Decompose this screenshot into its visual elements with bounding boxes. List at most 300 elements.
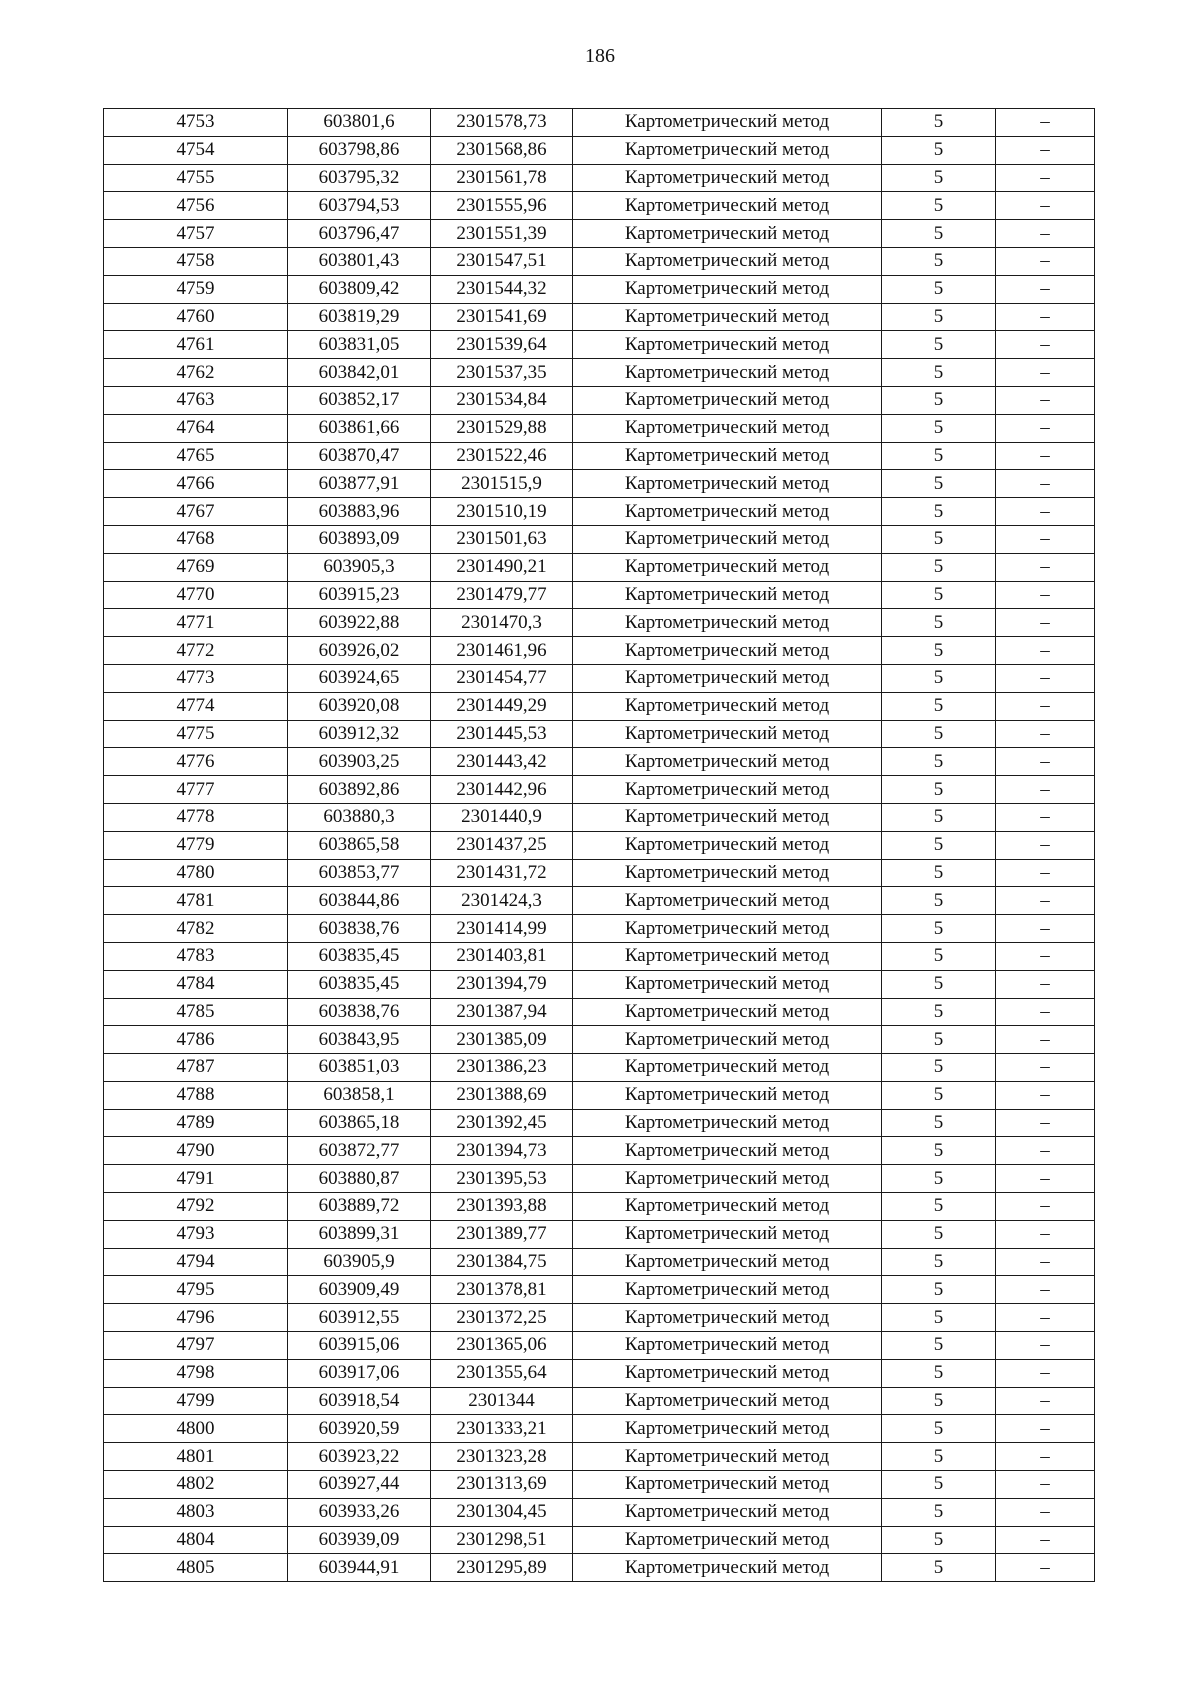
point-number-cell: 4798 [104, 1359, 288, 1387]
description-cell: – [996, 414, 1095, 442]
description-cell: – [996, 1526, 1095, 1554]
y-coordinate-cell: 2301424,3 [431, 887, 573, 915]
method-cell: Картометрический метод [573, 442, 882, 470]
accuracy-cell: 5 [882, 192, 996, 220]
y-coordinate-cell: 2301544,32 [431, 275, 573, 303]
point-number-cell: 4763 [104, 386, 288, 414]
point-number-cell: 4785 [104, 998, 288, 1026]
description-cell: – [996, 1304, 1095, 1332]
y-coordinate-cell: 2301323,28 [431, 1443, 573, 1471]
accuracy-cell: 5 [882, 720, 996, 748]
y-coordinate-cell: 2301470,3 [431, 609, 573, 637]
method-cell: Картометрический метод [573, 136, 882, 164]
x-coordinate-cell: 603794,53 [288, 192, 431, 220]
description-cell: – [996, 164, 1095, 192]
x-coordinate-cell: 603909,49 [288, 1276, 431, 1304]
description-cell: – [996, 525, 1095, 553]
method-cell: Картометрический метод [573, 887, 882, 915]
method-cell: Картометрический метод [573, 692, 882, 720]
method-cell: Картометрический метод [573, 915, 882, 943]
y-coordinate-cell: 2301561,78 [431, 164, 573, 192]
x-coordinate-cell: 603831,05 [288, 331, 431, 359]
x-coordinate-cell: 603893,09 [288, 525, 431, 553]
x-coordinate-cell: 603880,87 [288, 1165, 431, 1193]
method-cell: Картометрический метод [573, 1443, 882, 1471]
accuracy-cell: 5 [882, 1193, 996, 1221]
y-coordinate-cell: 2301313,69 [431, 1471, 573, 1499]
description-cell: – [996, 1054, 1095, 1082]
method-cell: Картометрический метод [573, 275, 882, 303]
y-coordinate-cell: 2301384,75 [431, 1248, 573, 1276]
x-coordinate-cell: 603917,06 [288, 1359, 431, 1387]
method-cell: Картометрический метод [573, 414, 882, 442]
table-row [104, 1304, 1095, 1332]
x-coordinate-cell: 603892,86 [288, 776, 431, 804]
point-number-cell: 4778 [104, 803, 288, 831]
point-number-cell: 4780 [104, 859, 288, 887]
point-number-cell: 4804 [104, 1526, 288, 1554]
description-cell: – [996, 442, 1095, 470]
y-coordinate-cell: 2301551,39 [431, 220, 573, 248]
accuracy-cell: 5 [882, 1220, 996, 1248]
point-number-cell: 4769 [104, 553, 288, 581]
y-coordinate-cell: 2301304,45 [431, 1498, 573, 1526]
point-number-cell: 4777 [104, 776, 288, 804]
x-coordinate-cell: 603861,66 [288, 414, 431, 442]
method-cell: Картометрический метод [573, 1471, 882, 1499]
accuracy-cell: 5 [882, 915, 996, 943]
description-cell: – [996, 275, 1095, 303]
point-number-cell: 4757 [104, 220, 288, 248]
accuracy-cell: 5 [882, 553, 996, 581]
method-cell: Картометрический метод [573, 1137, 882, 1165]
x-coordinate-cell: 603920,08 [288, 692, 431, 720]
accuracy-cell: 5 [882, 664, 996, 692]
method-cell: Картометрический метод [573, 748, 882, 776]
accuracy-cell: 5 [882, 1332, 996, 1360]
method-cell: Картометрический метод [573, 386, 882, 414]
description-cell: – [996, 498, 1095, 526]
method-cell: Картометрический метод [573, 942, 882, 970]
description-cell: – [996, 692, 1095, 720]
table-row [104, 1526, 1095, 1554]
table-row [104, 1137, 1095, 1165]
table-row [104, 136, 1095, 164]
method-cell: Картометрический метод [573, 776, 882, 804]
description-cell: – [996, 970, 1095, 998]
page-number: 186 [585, 45, 615, 67]
y-coordinate-cell: 2301395,53 [431, 1165, 573, 1193]
description-cell: – [996, 1332, 1095, 1360]
x-coordinate-cell: 603795,32 [288, 164, 431, 192]
y-coordinate-cell: 2301333,21 [431, 1415, 573, 1443]
description-cell: – [996, 887, 1095, 915]
description-cell: – [996, 1498, 1095, 1526]
x-coordinate-cell: 603920,59 [288, 1415, 431, 1443]
point-number-cell: 4771 [104, 609, 288, 637]
y-coordinate-cell: 2301387,94 [431, 998, 573, 1026]
description-cell: – [996, 109, 1095, 137]
description-cell: – [996, 553, 1095, 581]
method-cell: Картометрический метод [573, 859, 882, 887]
method-cell: Картометрический метод [573, 1332, 882, 1360]
table-row [104, 247, 1095, 275]
accuracy-cell: 5 [882, 1415, 996, 1443]
x-coordinate-cell: 603905,3 [288, 553, 431, 581]
point-number-cell: 4755 [104, 164, 288, 192]
table-row [104, 386, 1095, 414]
accuracy-cell: 5 [882, 1498, 996, 1526]
x-coordinate-cell: 603819,29 [288, 303, 431, 331]
y-coordinate-cell: 2301537,35 [431, 359, 573, 387]
description-cell: – [996, 303, 1095, 331]
y-coordinate-cell: 2301344 [431, 1387, 573, 1415]
description-cell: – [996, 136, 1095, 164]
point-number-cell: 4805 [104, 1554, 288, 1582]
table-row [104, 637, 1095, 665]
description-cell: – [996, 470, 1095, 498]
method-cell: Картометрический метод [573, 220, 882, 248]
method-cell: Картометрический метод [573, 525, 882, 553]
accuracy-cell: 5 [882, 1137, 996, 1165]
y-coordinate-cell: 2301437,25 [431, 831, 573, 859]
table-row [104, 887, 1095, 915]
accuracy-cell: 5 [882, 1359, 996, 1387]
accuracy-cell: 5 [882, 1054, 996, 1082]
y-coordinate-cell: 2301555,96 [431, 192, 573, 220]
method-cell: Картометрический метод [573, 664, 882, 692]
description-cell: – [996, 1471, 1095, 1499]
method-cell: Картометрический метод [573, 1304, 882, 1332]
accuracy-cell: 5 [882, 1165, 996, 1193]
table-row [104, 470, 1095, 498]
description-cell: – [996, 386, 1095, 414]
accuracy-cell: 5 [882, 1026, 996, 1054]
description-cell: – [996, 581, 1095, 609]
description-cell: – [996, 1415, 1095, 1443]
accuracy-cell: 5 [882, 109, 996, 137]
description-cell: – [996, 331, 1095, 359]
x-coordinate-cell: 603939,09 [288, 1526, 431, 1554]
description-cell: – [996, 1109, 1095, 1137]
table-row [104, 553, 1095, 581]
method-cell: Картометрический метод [573, 498, 882, 526]
accuracy-cell: 5 [882, 220, 996, 248]
y-coordinate-cell: 2301392,45 [431, 1109, 573, 1137]
table-row [104, 498, 1095, 526]
table-row [104, 192, 1095, 220]
point-number-cell: 4776 [104, 748, 288, 776]
point-number-cell: 4799 [104, 1387, 288, 1415]
method-cell: Картометрический метод [573, 1026, 882, 1054]
description-cell: – [996, 1220, 1095, 1248]
method-cell: Картометрический метод [573, 1109, 882, 1137]
point-number-cell: 4774 [104, 692, 288, 720]
y-coordinate-cell: 2301490,21 [431, 553, 573, 581]
description-cell: – [996, 609, 1095, 637]
point-number-cell: 4762 [104, 359, 288, 387]
method-cell: Картометрический метод [573, 470, 882, 498]
y-coordinate-cell: 2301394,79 [431, 970, 573, 998]
x-coordinate-cell: 603933,26 [288, 1498, 431, 1526]
point-number-cell: 4794 [104, 1248, 288, 1276]
method-cell: Картометрический метод [573, 803, 882, 831]
table-row [104, 1026, 1095, 1054]
accuracy-cell: 5 [882, 442, 996, 470]
accuracy-cell: 5 [882, 1387, 996, 1415]
x-coordinate-cell: 603922,88 [288, 609, 431, 637]
point-number-cell: 4772 [104, 637, 288, 665]
table-row [104, 275, 1095, 303]
y-coordinate-cell: 2301440,9 [431, 803, 573, 831]
table-row [104, 803, 1095, 831]
table-row [104, 915, 1095, 943]
x-coordinate-cell: 603883,96 [288, 498, 431, 526]
coordinates-table-body [104, 109, 1095, 1582]
x-coordinate-cell: 603843,95 [288, 1026, 431, 1054]
accuracy-cell: 5 [882, 247, 996, 275]
method-cell: Картометрический метод [573, 1054, 882, 1082]
accuracy-cell: 5 [882, 942, 996, 970]
method-cell: Картометрический метод [573, 1165, 882, 1193]
point-number-cell: 4753 [104, 109, 288, 137]
accuracy-cell: 5 [882, 525, 996, 553]
x-coordinate-cell: 603865,18 [288, 1109, 431, 1137]
point-number-cell: 4760 [104, 303, 288, 331]
description-cell: – [996, 664, 1095, 692]
accuracy-cell: 5 [882, 498, 996, 526]
point-number-cell: 4779 [104, 831, 288, 859]
description-cell: – [996, 942, 1095, 970]
table-row [104, 859, 1095, 887]
table-row [104, 748, 1095, 776]
x-coordinate-cell: 603852,17 [288, 386, 431, 414]
method-cell: Картометрический метод [573, 1554, 882, 1582]
description-cell: – [996, 220, 1095, 248]
y-coordinate-cell: 2301442,96 [431, 776, 573, 804]
table-row [104, 359, 1095, 387]
table-row [104, 109, 1095, 137]
table-row [104, 303, 1095, 331]
x-coordinate-cell: 603853,77 [288, 859, 431, 887]
point-number-cell: 4786 [104, 1026, 288, 1054]
accuracy-cell: 5 [882, 581, 996, 609]
table-row [104, 998, 1095, 1026]
point-number-cell: 4773 [104, 664, 288, 692]
point-number-cell: 4781 [104, 887, 288, 915]
point-number-cell: 4791 [104, 1165, 288, 1193]
description-cell: – [996, 1248, 1095, 1276]
point-number-cell: 4768 [104, 525, 288, 553]
y-coordinate-cell: 2301431,72 [431, 859, 573, 887]
description-cell: – [996, 1359, 1095, 1387]
point-number-cell: 4802 [104, 1471, 288, 1499]
accuracy-cell: 5 [882, 776, 996, 804]
y-coordinate-cell: 2301355,64 [431, 1359, 573, 1387]
point-number-cell: 4801 [104, 1443, 288, 1471]
table-row [104, 720, 1095, 748]
method-cell: Картометрический метод [573, 1498, 882, 1526]
y-coordinate-cell: 2301479,77 [431, 581, 573, 609]
table-row [104, 1443, 1095, 1471]
point-number-cell: 4788 [104, 1081, 288, 1109]
method-cell: Картометрический метод [573, 581, 882, 609]
x-coordinate-cell: 603835,45 [288, 942, 431, 970]
y-coordinate-cell: 2301403,81 [431, 942, 573, 970]
y-coordinate-cell: 2301443,42 [431, 748, 573, 776]
y-coordinate-cell: 2301449,29 [431, 692, 573, 720]
x-coordinate-cell: 603796,47 [288, 220, 431, 248]
description-cell: – [996, 1276, 1095, 1304]
point-number-cell: 4797 [104, 1332, 288, 1360]
x-coordinate-cell: 603844,86 [288, 887, 431, 915]
method-cell: Картометрический метод [573, 247, 882, 275]
accuracy-cell: 5 [882, 831, 996, 859]
y-coordinate-cell: 2301445,53 [431, 720, 573, 748]
x-coordinate-cell: 603801,43 [288, 247, 431, 275]
x-coordinate-cell: 603835,45 [288, 970, 431, 998]
table-row [104, 1054, 1095, 1082]
method-cell: Картометрический метод [573, 164, 882, 192]
description-cell: – [996, 859, 1095, 887]
y-coordinate-cell: 2301534,84 [431, 386, 573, 414]
method-cell: Картометрический метод [573, 998, 882, 1026]
description-cell: – [996, 359, 1095, 387]
accuracy-cell: 5 [882, 1276, 996, 1304]
accuracy-cell: 5 [882, 887, 996, 915]
point-number-cell: 4784 [104, 970, 288, 998]
method-cell: Картометрический метод [573, 720, 882, 748]
point-number-cell: 4787 [104, 1054, 288, 1082]
description-cell: – [996, 1554, 1095, 1582]
table-row [104, 1220, 1095, 1248]
y-coordinate-cell: 2301529,88 [431, 414, 573, 442]
method-cell: Картометрический метод [573, 359, 882, 387]
accuracy-cell: 5 [882, 275, 996, 303]
y-coordinate-cell: 2301378,81 [431, 1276, 573, 1304]
point-number-cell: 4782 [104, 915, 288, 943]
accuracy-cell: 5 [882, 1248, 996, 1276]
point-number-cell: 4783 [104, 942, 288, 970]
table-row [104, 331, 1095, 359]
table-row [104, 1081, 1095, 1109]
method-cell: Картометрический метод [573, 970, 882, 998]
accuracy-cell: 5 [882, 1081, 996, 1109]
method-cell: Картометрический метод [573, 1526, 882, 1554]
y-coordinate-cell: 2301515,9 [431, 470, 573, 498]
accuracy-cell: 5 [882, 803, 996, 831]
y-coordinate-cell: 2301394,73 [431, 1137, 573, 1165]
table-row [104, 1471, 1095, 1499]
method-cell: Картометрический метод [573, 1359, 882, 1387]
table-row [104, 525, 1095, 553]
method-cell: Картометрический метод [573, 553, 882, 581]
description-cell: – [996, 998, 1095, 1026]
y-coordinate-cell: 2301365,06 [431, 1332, 573, 1360]
table-row [104, 1498, 1095, 1526]
description-cell: – [996, 637, 1095, 665]
x-coordinate-cell: 603872,77 [288, 1137, 431, 1165]
x-coordinate-cell: 603838,76 [288, 915, 431, 943]
table-row [104, 1332, 1095, 1360]
point-number-cell: 4775 [104, 720, 288, 748]
x-coordinate-cell: 603927,44 [288, 1471, 431, 1499]
x-coordinate-cell: 603924,65 [288, 664, 431, 692]
y-coordinate-cell: 2301501,63 [431, 525, 573, 553]
point-number-cell: 4758 [104, 247, 288, 275]
accuracy-cell: 5 [882, 414, 996, 442]
table-row [104, 1193, 1095, 1221]
x-coordinate-cell: 603889,72 [288, 1193, 431, 1221]
table-row [104, 776, 1095, 804]
x-coordinate-cell: 603926,02 [288, 637, 431, 665]
y-coordinate-cell: 2301568,86 [431, 136, 573, 164]
description-cell: – [996, 1137, 1095, 1165]
point-number-cell: 4766 [104, 470, 288, 498]
y-coordinate-cell: 2301541,69 [431, 303, 573, 331]
table-row [104, 1359, 1095, 1387]
point-number-cell: 4756 [104, 192, 288, 220]
accuracy-cell: 5 [882, 998, 996, 1026]
description-cell: – [996, 1081, 1095, 1109]
point-number-cell: 4793 [104, 1220, 288, 1248]
x-coordinate-cell: 603915,23 [288, 581, 431, 609]
x-coordinate-cell: 603923,22 [288, 1443, 431, 1471]
description-cell: – [996, 192, 1095, 220]
accuracy-cell: 5 [882, 136, 996, 164]
x-coordinate-cell: 603801,6 [288, 109, 431, 137]
point-number-cell: 4770 [104, 581, 288, 609]
y-coordinate-cell: 2301539,64 [431, 331, 573, 359]
x-coordinate-cell: 603915,06 [288, 1332, 431, 1360]
point-number-cell: 4765 [104, 442, 288, 470]
x-coordinate-cell: 603944,91 [288, 1554, 431, 1582]
description-cell: – [996, 1165, 1095, 1193]
x-coordinate-cell: 603918,54 [288, 1387, 431, 1415]
point-number-cell: 4789 [104, 1109, 288, 1137]
accuracy-cell: 5 [882, 1109, 996, 1137]
x-coordinate-cell: 603880,3 [288, 803, 431, 831]
table-row [104, 1276, 1095, 1304]
description-cell: – [996, 247, 1095, 275]
x-coordinate-cell: 603912,32 [288, 720, 431, 748]
x-coordinate-cell: 603851,03 [288, 1054, 431, 1082]
y-coordinate-cell: 2301385,09 [431, 1026, 573, 1054]
method-cell: Картометрический метод [573, 609, 882, 637]
table-row [104, 970, 1095, 998]
table-row [104, 1109, 1095, 1137]
accuracy-cell: 5 [882, 748, 996, 776]
accuracy-cell: 5 [882, 637, 996, 665]
accuracy-cell: 5 [882, 303, 996, 331]
method-cell: Картометрический метод [573, 1081, 882, 1109]
method-cell: Картометрический метод [573, 192, 882, 220]
method-cell: Картометрический метод [573, 1248, 882, 1276]
table-row [104, 1248, 1095, 1276]
table-row [104, 220, 1095, 248]
point-number-cell: 4761 [104, 331, 288, 359]
point-number-cell: 4790 [104, 1137, 288, 1165]
accuracy-cell: 5 [882, 859, 996, 887]
method-cell: Картометрический метод [573, 1193, 882, 1221]
table-row [104, 581, 1095, 609]
table-row [104, 1415, 1095, 1443]
description-cell: – [996, 1443, 1095, 1471]
method-cell: Картометрический метод [573, 637, 882, 665]
x-coordinate-cell: 603809,42 [288, 275, 431, 303]
accuracy-cell: 5 [882, 1471, 996, 1499]
x-coordinate-cell: 603798,86 [288, 136, 431, 164]
